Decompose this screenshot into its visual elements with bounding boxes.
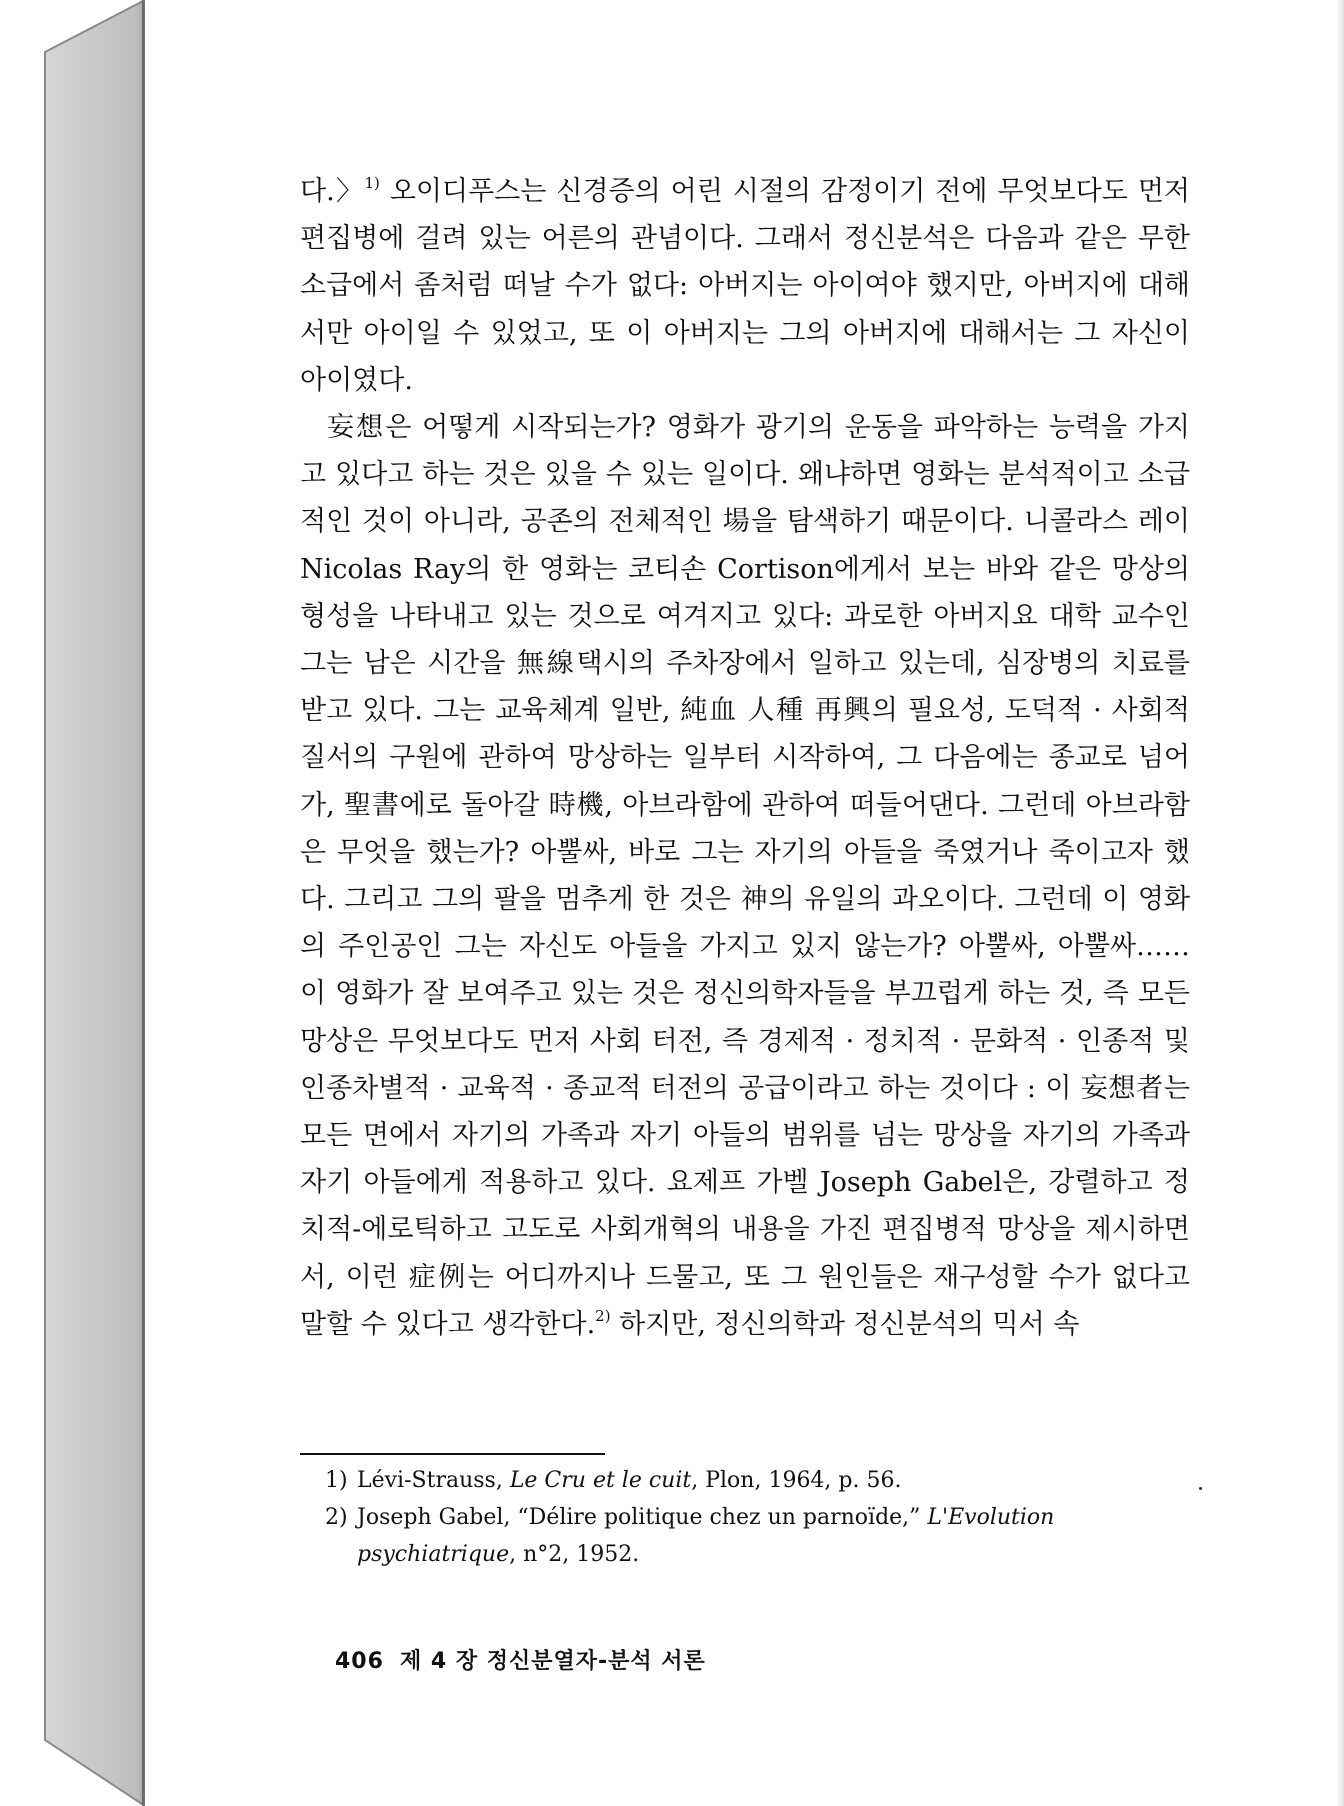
paragraph-2: [300, 404, 1190, 1348]
footnote-2-author: Joseph Gabel, “Délire politique chez un parnoïde,”: [357, 1505, 928, 1530]
footnote-rule: [300, 1453, 605, 1455]
footnote-ref-2: 2): [595, 1306, 611, 1325]
footnote-2-number: 2): [325, 1505, 348, 1530]
footnote-1-author: Lévi-Strauss,: [357, 1468, 510, 1493]
footnote-2-text: [357, 1499, 1190, 1573]
paragraph-1-lead: 다.〉: [300, 176, 365, 207]
main-text: [300, 168, 1190, 1348]
footnote-2-journal: L'Evolution psychiatrique: [357, 1505, 1055, 1567]
paragraph-1-text: 오이디푸스는 신경증의 어린 시절의 감정이기 전에 무엇보다도 먼저 편집병에 걸려 있는 어른의 관념이다. 그래서 정신분석은 다음과 같은 무한소급에서 좀처럼 떠날 수가 없다: 아버지는 아이여야 했지만, 아버지에 대해서만 아이일 수 있었고, 또 이 아버지는 그의 아버지에 대해서는 그 자신이 아이였다.: [300, 176, 1190, 396]
footnote-1-publisher: , Plon, 1964, p. 56.: [691, 1468, 902, 1493]
running-head: 제 4 장 정신분열자-분석 서론: [399, 1649, 706, 1674]
page-footer: [335, 1644, 706, 1675]
footnote-1-text: [357, 1462, 1190, 1499]
paragraph-1: [300, 168, 1190, 404]
book-spine: [0, 0, 145, 1806]
spine-shape: [0, 0, 145, 1806]
print-speck: [1199, 1487, 1202, 1490]
paragraph-2-tail: 하지만, 정신의학과 정신분석의 믹서 속: [610, 1308, 1080, 1340]
footnotes: [325, 1462, 1190, 1573]
footnote-1-number: 1): [325, 1468, 348, 1493]
footnote-2: [325, 1499, 1190, 1573]
book-page: [145, 0, 1344, 1806]
footnote-2-issue: , n°2, 1952.: [509, 1542, 640, 1567]
page-number: 406: [335, 1649, 384, 1674]
footnote-ref-1: 1): [364, 174, 380, 192]
footnote-1: [325, 1462, 1190, 1499]
footnote-1-title: Le Cru et le cuit: [509, 1468, 692, 1493]
page-edge-shadow: [1336, 0, 1344, 1806]
paragraph-2-text: 妄想은 어떻게 시작되는가? 영화가 광기의 운동을 파악하는 능력을 가지고 있다고 하는 것은 있을 수 있는 일이다. 왜냐하면 영화는 분석적이고 소급적인 것이 아니라, 공존의 전체적인 場을 탐색하기 때문이다. 니콜라스 레이 Nicolas Ray의 한 영화는 코티손 Cortison에게서 보는 바와 같은 망상의 형성을 나타내고 있는 것으로 여겨지고 있다: 과로한 아버지요 대학 교수인 그는 남은 시간을 無線택시의 주차장에서 일하고 있는데, 심장병의 치료를 받고 있다. 그는 교육체계 일반, 純血 人種 再興의 필요성, 도덕적 · 사회적 질서의 구원에 관하여 망상하는 일부터 시작하여, 그 다음에는 종교로 넘어가, 聖書에로 돌아갈 時機, 아브라함에 관하여 떠들어댄다. 그런데 아브라함은 무엇을 했는가? 아뿔싸, 바로 그는 자기의 아들을 죽였거나 죽이고자 했다. 그리고 그의 팔을 멈추게 한 것은 神의 유일의 과오이다. 그런데 이 영화의 주인공인 그는 자신도 아들을 가지고 있지 않는가? 아뿔싸, 아뿔싸…… 이 영화가 잘 보여주고 있는 것은 정신의학자들을 부끄럽게 하는 것, 즉 모든 망상은 무엇보다도 먼저 사회 터전, 즉 경제적 · 정치적 · 문화적 · 인종적 및 인종차별적 · 교육적 · 종교적 터전의 공급이라고 하는 것이다 : 이 妄想者는 모든 면에서 자기의 가족과 자기 아들의 범위를 넘는 망상을 자기의 가족과 자기 아들에게 적용하고 있다. 요제프 가벨 Joseph Gabel은, 강렬하고 정치적-에로틱하고 고도로 사회개혁의 내용을 가진 편집병적 망상을 제시하면서, 이런 症例는 어디까지나 드물고, 또 그 원인들은 재구성할 수가 없다고 말할 수 있다고 생각한다.: [300, 412, 1190, 1340]
